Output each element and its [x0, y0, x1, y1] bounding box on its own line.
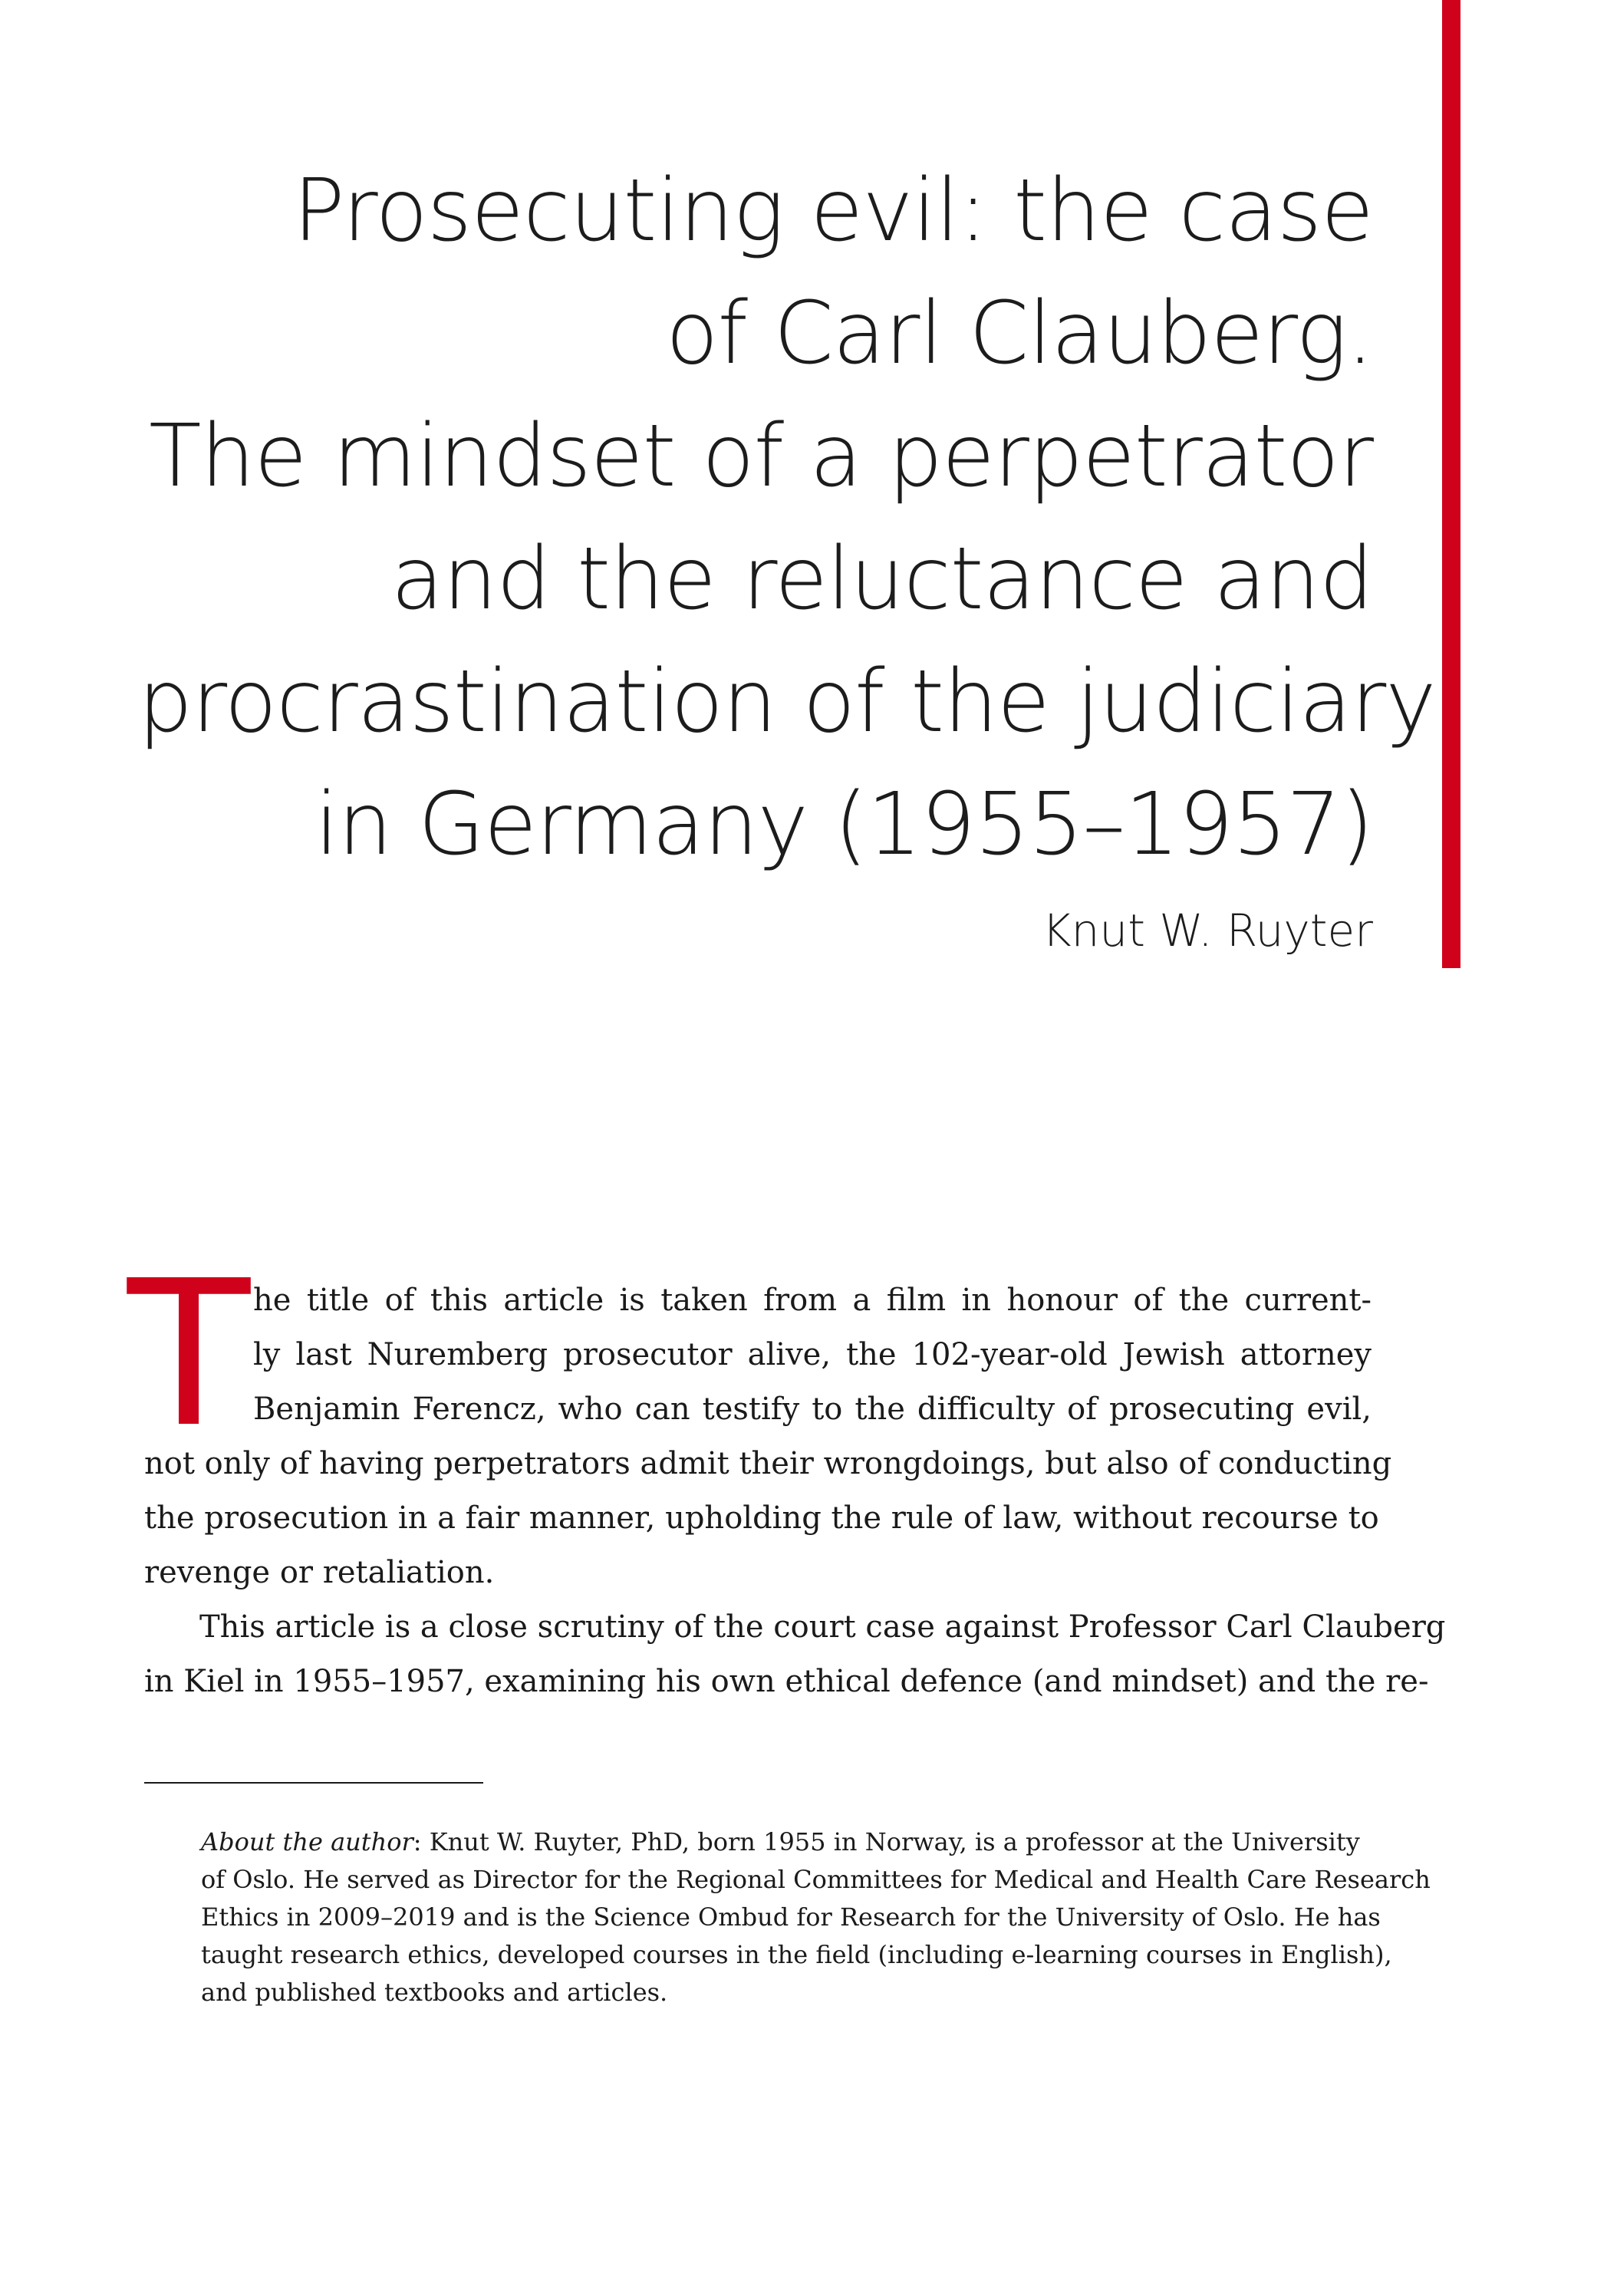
article-body	[127, 1237, 1446, 1709]
title-line: and the reluctance and	[390, 529, 1373, 629]
title-line: of Carl Clauberg.	[666, 284, 1373, 384]
footnote-line: taught research ethics, developed courses in the field (including e-learning courses in English),	[201, 1940, 1392, 1969]
body-line: This article is a close scrutiny of the court case against Professor Carl Clauberg	[199, 1609, 1446, 1645]
footnote-divider	[144, 1782, 483, 1784]
title-line: in Germany (1955–1957)	[314, 775, 1373, 875]
article-title	[138, 150, 1436, 886]
title-line: procrastination of the judiciary	[138, 652, 1436, 752]
body-line: not only of having perpetrators admit their wrongdoings, but also of conducting	[144, 1446, 1392, 1481]
body-line: he title of this article is taken from a film in honour of the current-	[253, 1283, 1372, 1318]
footnote-line: and published textbooks and articles.	[201, 1978, 668, 2007]
footnote-line: of Oslo. He served as Director for the Regional Committees for Medical and Health Care Research	[201, 1865, 1431, 1894]
body-line: Benjamin Ferencz, who can testify to the difficulty of prosecuting evil,	[253, 1392, 1372, 1427]
author-name: Knut W. Ruyter	[1042, 904, 1373, 957]
footnote-line: Ethics in 2009–2019 and is the Science Ombud for Research for the University of Oslo. He has	[201, 1902, 1381, 1932]
body-line: ly last Nuremberg prosecutor alive, the 102-year-old Jewish attorney	[253, 1337, 1372, 1372]
article-header	[138, 150, 1436, 961]
drop-cap: T	[127, 1237, 251, 1471]
body-line: the prosecution in a fair manner, upholding the rule of law, without recourse to	[144, 1500, 1379, 1536]
footnote-line	[201, 1823, 1382, 1861]
accent-bar	[1442, 0, 1460, 968]
title-line: The mindset of a perpetrator	[149, 407, 1373, 506]
body-line: in Kiel in 1955–1957, examining his own ethical defence (and mindset) and the re-	[144, 1664, 1429, 1699]
author-footnote	[201, 1823, 1431, 2011]
body-line: revenge or retaliation.	[144, 1555, 495, 1590]
footnote-text: : Knut W. Ruyter, PhD, born 1955 in Norway, is a professor at the University	[413, 1827, 1360, 1856]
title-line: Prosecuting evil: the case	[293, 161, 1373, 261]
footnote-label: About the author	[201, 1827, 413, 1856]
